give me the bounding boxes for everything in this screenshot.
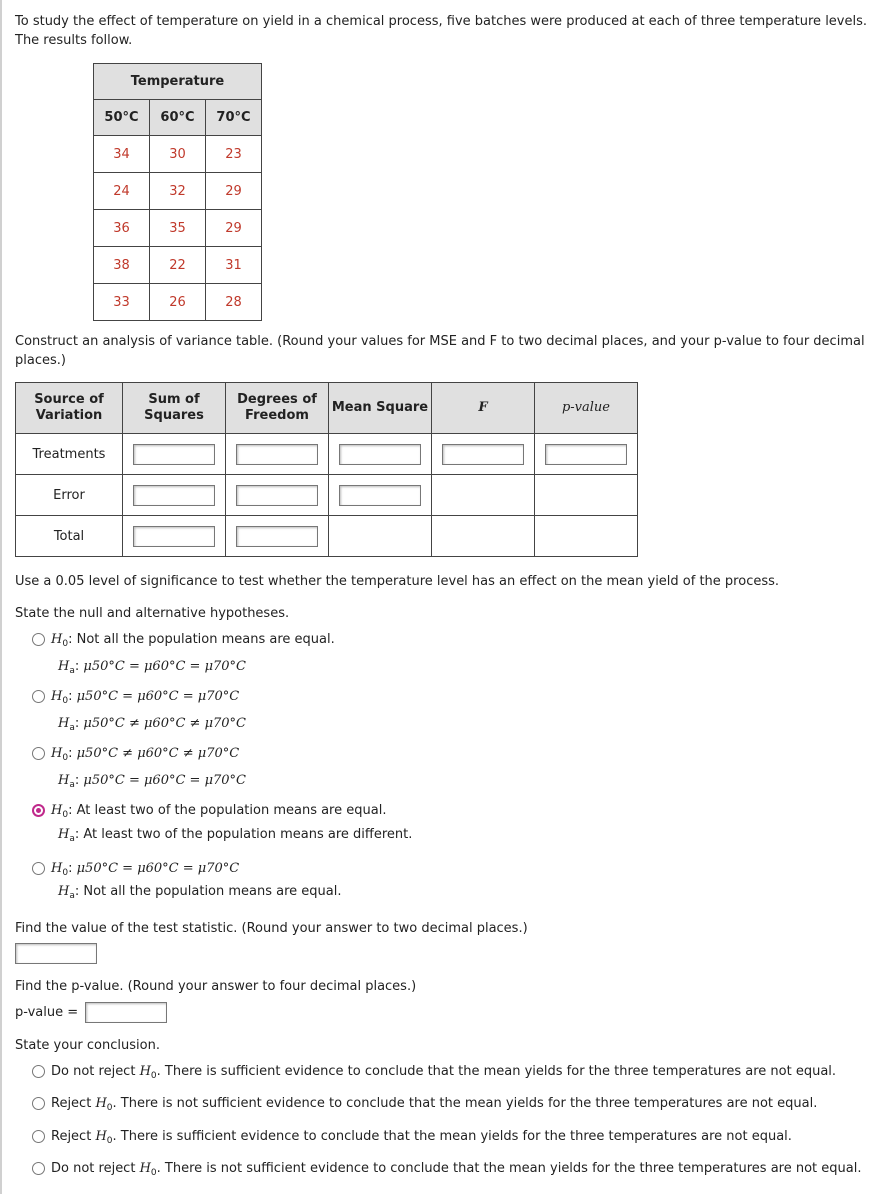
anova-table — [15, 382, 638, 557]
conclusion-2-text: There is not sufficient evidence to conclude that the mean yields for the three temperatures are not equal. — [120, 1096, 818, 1111]
test-stat-prompt: Find the value of the test statistic. (Round your answer to two decimal places.) — [15, 921, 528, 936]
table-row — [16, 475, 638, 516]
conclusion-3-text: There is sufficient evidence to conclude that the mean yields for the three temperatures are not equal. — [120, 1129, 792, 1144]
treatments-f-input[interactable] — [442, 444, 524, 465]
anova-header-df: Degrees of Freedom — [226, 383, 329, 434]
conclusion-1-lead: Do not reject — [51, 1064, 136, 1079]
pvalue-label-text: p-value = — [15, 1005, 79, 1020]
error-ms-input[interactable] — [339, 485, 421, 506]
conclusion-radio-3[interactable] — [32, 1130, 45, 1143]
conclusion-option-3: Reject $H_0$. There is sufficient evidence to conclude that the mean yields for the three temperatures are not equal. — [51, 1129, 792, 1146]
conclusion-radio-2[interactable] — [32, 1097, 45, 1110]
temp-header-50: 50°C — [94, 100, 150, 136]
anova-header-ss: Sum of Squares — [123, 383, 226, 434]
cell: 36 — [94, 210, 150, 247]
option-5-h0-text: μ50°C = μ60°C = μ70°C — [76, 861, 240, 876]
cell: 33 — [94, 284, 150, 321]
conclusion-1-text: There is sufficient evidence to conclude that the mean yields for the three temperatures are not equal. — [164, 1064, 837, 1079]
hypothesis-radio-3[interactable] — [32, 747, 45, 760]
anova-header-pvalue: p-value — [535, 383, 638, 434]
option-4-ha-text: At least two of the population means are different. — [83, 827, 413, 842]
option-3-h0-text: μ50°C ≠ μ60°C ≠ μ70°C — [76, 746, 240, 761]
empty-cell — [535, 475, 638, 516]
option-1-h0-text: Not all the population means are equal. — [76, 632, 335, 647]
table-row — [94, 173, 262, 210]
cell: 28 — [206, 284, 262, 321]
option-5-h0: $H_0$: μ50°C = μ60°C = μ70°C — [51, 861, 240, 878]
table-row — [94, 247, 262, 284]
empty-cell — [535, 516, 638, 557]
option-4-ha: $H_a$: At least two of the population means are different. — [58, 827, 413, 844]
test-statistic-input[interactable] — [15, 943, 97, 964]
table-row — [94, 210, 262, 247]
option-5-ha-text: Not all the population means are equal. — [83, 884, 342, 899]
anova-header-f: F — [432, 383, 535, 434]
row-label-error: Error — [16, 475, 123, 516]
empty-cell — [329, 516, 432, 557]
intro-text: To study the effect of temperature on yield in a chemical process, five batches were produced at each of three temperature levels. The results follow. — [15, 14, 868, 48]
hypotheses-prompt: State the null and alternative hypotheses. — [15, 606, 290, 621]
conclusion-4-lead: Do not reject — [51, 1161, 136, 1176]
temp-header-70: 70°C — [206, 100, 262, 136]
pvalue-input[interactable] — [85, 1002, 167, 1023]
conclusion-3-lead: Reject — [51, 1129, 92, 1144]
option-4-h0-text: At least two of the population means are equal. — [76, 803, 387, 818]
conclusion-2-lead: Reject — [51, 1096, 92, 1111]
cell: 32 — [150, 173, 206, 210]
row-label-treatments: Treatments — [16, 434, 123, 475]
treatments-df-input[interactable] — [236, 444, 318, 465]
hypothesis-radio-2[interactable] — [32, 690, 45, 703]
cell: 30 — [150, 136, 206, 173]
hypothesis-radio-5[interactable] — [32, 862, 45, 875]
empty-cell — [432, 516, 535, 557]
cell: 34 — [94, 136, 150, 173]
option-1-ha: $H_a$: μ50°C = μ60°C = μ70°C — [58, 659, 247, 676]
left-border — [0, 0, 2, 1194]
anova-header-source: Source of Variation — [16, 383, 123, 434]
option-5-ha: $H_a$: Not all the population means are equal. — [58, 884, 342, 901]
conclusion-option-1: Do not reject $H_0$. There is sufficient evidence to conclude that the mean yields for the three temperatures are not equal. — [51, 1064, 837, 1081]
error-df-input[interactable] — [236, 485, 318, 506]
conclusion-radio-1[interactable] — [32, 1065, 45, 1078]
conclusion-radio-4[interactable] — [32, 1162, 45, 1175]
treatments-ss-input[interactable] — [133, 444, 215, 465]
option-4-h0: $H_0$: At least two of the population means are equal. — [51, 803, 387, 820]
error-ss-input[interactable] — [133, 485, 215, 506]
cell: 29 — [206, 173, 262, 210]
temperature-table — [93, 63, 262, 321]
empty-cell — [432, 475, 535, 516]
cell: 26 — [150, 284, 206, 321]
table-row — [94, 284, 262, 321]
table-row — [16, 516, 638, 557]
temperature-title: Temperature — [94, 64, 262, 100]
option-3-ha-text: μ50°C = μ60°C = μ70°C — [83, 773, 247, 788]
option-2-ha-text: μ50°C ≠ μ60°C ≠ μ70°C — [83, 716, 247, 731]
cell: 31 — [206, 247, 262, 284]
total-ss-input[interactable] — [133, 526, 215, 547]
anova-instruction: Construct an analysis of variance table. (Round your values for MSE and F to two decimal places, and your p-value to four decimal places.) — [15, 334, 865, 368]
treatments-ms-input[interactable] — [339, 444, 421, 465]
conclusion-4-text: There is not sufficient evidence to conclude that the mean yields for the three temperatures are not equal. — [164, 1161, 862, 1176]
conclusion-option-2: Reject $H_0$. There is not sufficient evidence to conclude that the mean yields for the three temperatures are not equal. — [51, 1096, 818, 1113]
option-2-ha: $H_a$: μ50°C ≠ μ60°C ≠ μ70°C — [58, 716, 247, 733]
conclusion-option-4: Do not reject $H_0$. There is not sufficient evidence to conclude that the mean yields for the three temperatures are not equal. — [51, 1161, 862, 1178]
option-2-h0-text: μ50°C = μ60°C = μ70°C — [76, 689, 240, 704]
pvalue-label — [15, 1003, 78, 1022]
option-1-ha-text: μ50°C = μ60°C = μ70°C — [83, 659, 247, 674]
total-df-input[interactable] — [236, 526, 318, 547]
cell: 23 — [206, 136, 262, 173]
hypothesis-radio-1[interactable] — [32, 633, 45, 646]
significance-text: Use a 0.05 level of significance to test whether the temperature level has an effect on the mean yield of the process. — [15, 574, 780, 589]
option-2-h0: $H_0$: μ50°C = μ60°C = μ70°C — [51, 689, 240, 706]
cell: 29 — [206, 210, 262, 247]
conclusion-prompt: State your conclusion. — [15, 1038, 160, 1053]
cell: 22 — [150, 247, 206, 284]
cell: 24 — [94, 173, 150, 210]
row-label-total: Total — [16, 516, 123, 557]
temp-header-60: 60°C — [150, 100, 206, 136]
treatments-pvalue-input[interactable] — [545, 444, 627, 465]
option-3-h0: $H_0$: μ50°C ≠ μ60°C ≠ μ70°C — [51, 746, 240, 763]
option-3-ha: $H_a$: μ50°C = μ60°C = μ70°C — [58, 773, 247, 790]
table-row — [94, 136, 262, 173]
table-row — [16, 434, 638, 475]
option-1-h0: $H_0$: Not all the population means are equal. — [51, 632, 335, 649]
anova-header-ms: Mean Square — [329, 383, 432, 434]
cell: 38 — [94, 247, 150, 284]
cell: 35 — [150, 210, 206, 247]
hypothesis-radio-4[interactable] — [32, 804, 45, 817]
pvalue-prompt: Find the p-value. (Round your answer to four decimal places.) — [15, 979, 417, 994]
